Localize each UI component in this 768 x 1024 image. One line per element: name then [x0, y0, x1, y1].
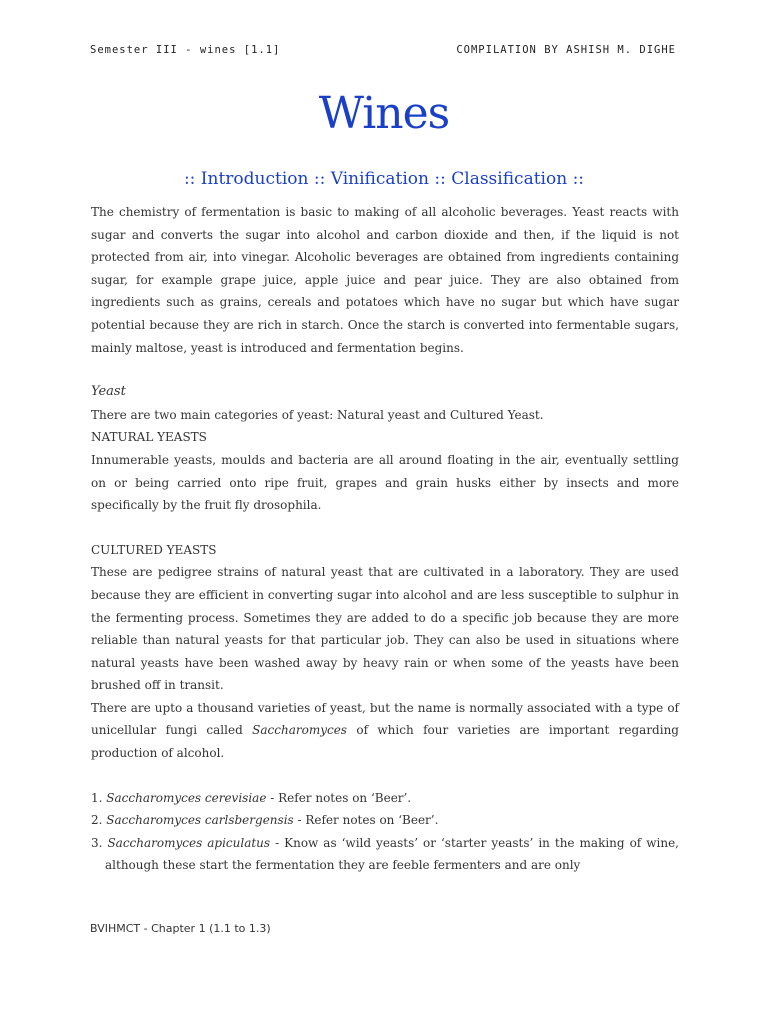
- document-body: [91, 201, 679, 877]
- natural-yeasts-paragraph: Innumerable yeasts, moulds and bacteria are all around floating in the air, eventually settling on or being carried onto ripe fruit, grapes and grain husks either by insects and more specifically by the fruit fly drosophila.: [91, 452, 679, 513]
- yeast-varieties-list: [91, 787, 679, 877]
- varieties-italic: Saccharomyces: [252, 723, 347, 738]
- list-item: 2. Saccharomyces carlsbergensis - Refer notes on ‘Beer’.: [91, 813, 439, 828]
- cultured-yeasts-heading: CULTURED YEASTS: [91, 542, 217, 557]
- yeast-intro: There are two main categories of yeast: Natural yeast and Cultured Yeast.: [91, 407, 544, 422]
- list-item: 3. Saccharomyces apiculatus - Know as ‘wild yeasts’ or ‘starter yeasts’ in the making of wine, although these start the fermentation they are feeble fermenters and are only: [91, 835, 679, 873]
- varieties-text-after: of which four varieties are important regarding production of alcohol.: [91, 723, 679, 761]
- section-heading-yeast: Yeast: [91, 384, 126, 400]
- list-item: 1. Saccharomyces cerevisiae - Refer notes on ‘Beer’.: [91, 790, 412, 805]
- page-footer: BVIHMCT - Chapter 1 (1.1 to 1.3): [90, 922, 271, 935]
- document-title: Wines: [318, 88, 450, 139]
- cultured-yeasts-paragraph: These are pedigree strains of natural yeast that are cultivated in a laboratory. They are used because they are efficient in converting sugar into alcohol and are less susceptible to sulphur in the fermenting process. Sometimes they are added to do a specific job because they are more reliable than natural yeasts for that particular job. They can also be used in situations where natural yeasts have been washed away by heavy rain or when some of the yeasts have been brushed off in transit.: [91, 565, 679, 693]
- header-left: Semester III - wines [1.1]: [90, 44, 281, 56]
- varieties-text-before: There are upto a thousand varieties of yeast, but the name is normally associated with a type of unicellular fungi called: [91, 700, 679, 738]
- page-header: [90, 44, 676, 56]
- document-subtitle: :: Introduction :: Vinification :: Classification ::: [183, 169, 585, 189]
- intro-paragraph: The chemistry of fermentation is basic to making of all alcoholic beverages. Yeast reacts with sugar and converts the sugar into alcohol and carbon dioxide and then, if the liquid is not protected from air, into vinegar. Alcoholic beverages are obtained from ingredients containing sugar, for example grape juice, apple juice and pear juice. They are also obtained from ingredients such as grains, cereals and potatoes which have no sugar but which have sugar potential because they are rich in starch. Once the starch is converted into fermentable sugars, mainly maltose, yeast is introduced and fermentation begins.: [91, 205, 679, 355]
- header-right: COMPILATION BY ASHISH M. DIGHE: [456, 44, 676, 56]
- natural-yeasts-heading: NATURAL YEASTS: [91, 430, 207, 445]
- varieties-paragraph: [91, 697, 679, 765]
